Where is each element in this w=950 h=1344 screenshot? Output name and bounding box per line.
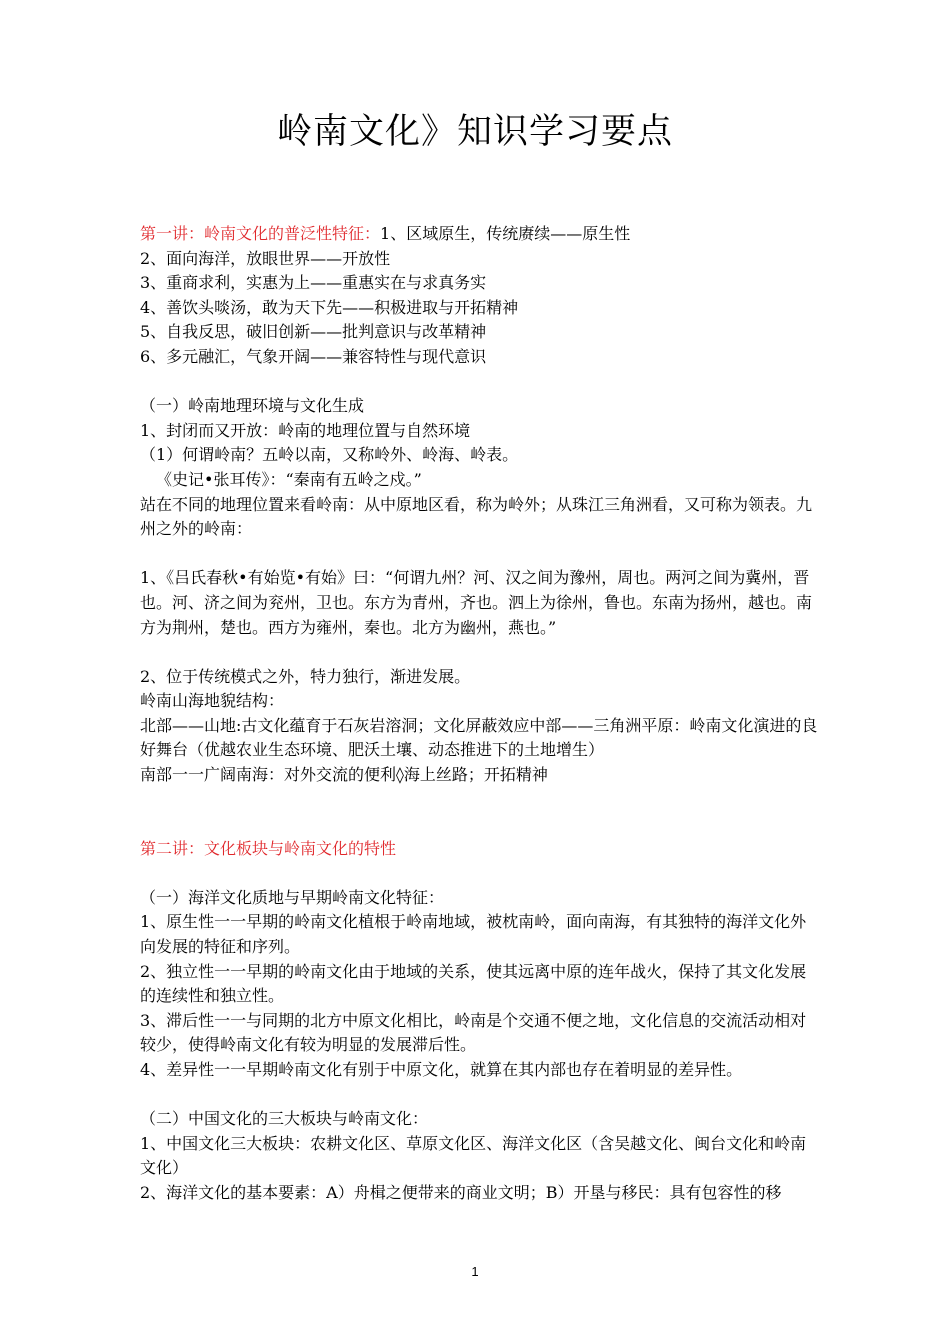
- paragraph: 1、原生性一一早期的岭南文化植根于岭南地域，被枕南岭，面向南海，有其独特的海洋文化外向发展的特征和序列。: [140, 912, 807, 957]
- paragraph: 《史记•张耳传》：“秦南有五岭之戍。”: [156, 469, 422, 489]
- lecture1-point-3: 3、重商求利，实惠为上——重惠实在与求真务实: [140, 273, 487, 293]
- page-number: 1: [471, 1264, 479, 1279]
- paragraph: 1、中国文化三大板块：农耕文化区、草原文化区、海洋文化区（含吴越文化、闽台文化和岭南文化）: [140, 1133, 807, 1178]
- section-heading: （一）岭南地理环境与文化生成: [140, 396, 365, 416]
- paragraph: 4、差异性一一早期岭南文化有别于中原文化，就算在其内部也存在着明显的差异性。: [140, 1060, 743, 1079]
- section-heading: （一）海洋文化质地与早期岭南文化特征：: [140, 887, 445, 907]
- lecture1-point-1: 1、区域原生，传统赓续——原生性: [380, 224, 631, 243]
- paragraph: 2、位于传统模式之外，特力独行，渐进发展。: [140, 666, 471, 686]
- paragraph: 南部一一广阔南海：对外交流的便利◊海上丝路；开拓精神: [140, 765, 548, 785]
- paragraph: 1、封闭而又开放：岭南的地理位置与自然环境: [140, 420, 471, 440]
- lecture2-heading: 第二讲：文化板块与岭南文化的特性: [140, 838, 397, 858]
- lecture1-first-line: [140, 222, 820, 247]
- paragraph: （1）何谓岭南？五岭以南，又称岭外、岭海、岭表。: [140, 445, 519, 465]
- lecture1-point-5: 5、自我反思，破旧创新——批判意识与改革精神: [140, 322, 487, 342]
- paragraph: 岭南山海地貌结构：: [140, 691, 285, 711]
- lecture1-point-2: 2、面向海洋，放眼世界——开放性: [140, 248, 391, 268]
- paragraph: 站在不同的地理位置来看岭南：从中原地区看，称为岭外；从珠江三角洲看，又可称为领表。九州之外的岭南：: [140, 494, 813, 539]
- lecture1-point-6: 6、多元融汇，气象开阔——兼容特性与现代意识: [140, 346, 487, 366]
- lecture1-heading: 第一讲：岭南文化的普泛性特征：: [140, 224, 381, 243]
- lecture1-point-4: 4、善饮头啖汤，敢为天下先——积极进取与开拓精神: [140, 297, 519, 317]
- paragraph: 2、独立性一一早期的岭南文化由于地域的关系，使其远离中原的连年战火，保持了其文化发展的连续性和独立性。: [140, 961, 807, 1006]
- quote-paragraph: 1、《吕氏春秋•有始览•有始》曰：“何谓九州？河、汉之间为豫州，周也。两河之间为冀州，晋也。河、济之间为兖州，卫也。东方为青州，齐也。泗上为徐州，鲁也。东南为扬州，越也。南方为荆州，楚也。西方为雍州，秦也。北方为幽州，燕也。”: [140, 568, 813, 637]
- section-heading: （二）中国文化的三大板块与岭南文化：: [140, 1109, 429, 1129]
- document-title: 岭南文化》知识学习要点: [276, 112, 673, 152]
- paragraph: 北部——山地:古文化蕴育于石灰岩溶洞；文化屏蔽效应中部——三角洲平原：岭南文化演进的良好舞台（优越农业生态环境、肥沃土壤、动态推进下的土地增生）: [140, 715, 818, 760]
- paragraph: 2、海洋文化的基本要素：A）舟楫之便带来的商业文明；B）开垦与移民：具有包容性的移: [140, 1182, 782, 1202]
- paragraph: 3、滞后性一一与同期的北方中原文化相比，岭南是个交通不便之地，文化信息的交流活动相对较少，使得岭南文化有较为明显的发展滞后性。: [140, 1010, 807, 1055]
- document-body: [140, 222, 820, 1206]
